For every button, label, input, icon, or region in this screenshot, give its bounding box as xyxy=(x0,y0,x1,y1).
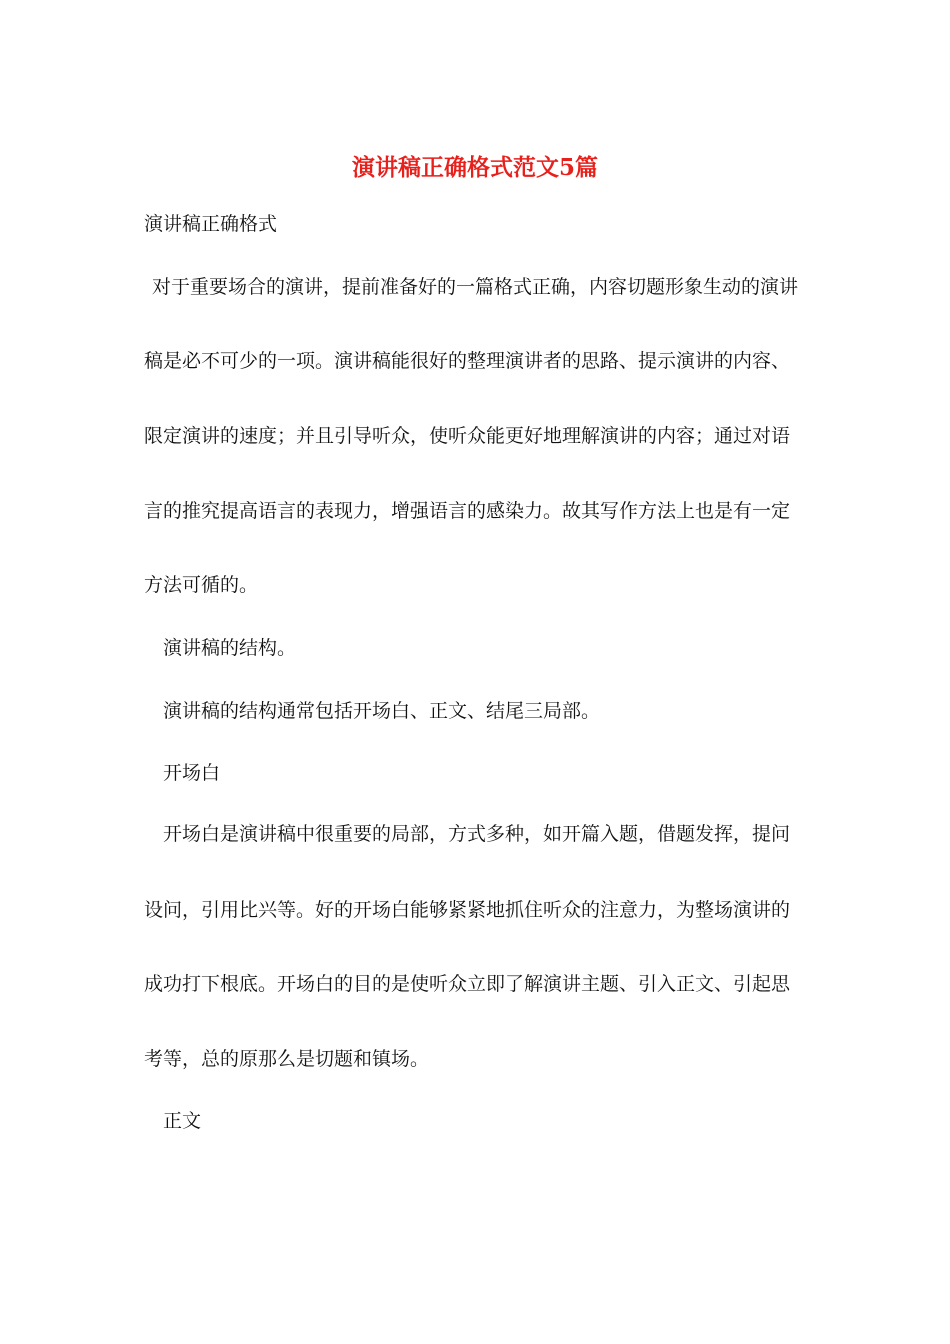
body-line: 考等，总的原那么是切题和镇场。 xyxy=(144,1048,430,1070)
body-line: 设问，引用比兴等。好的开场白能够紧紧地抓住听众的注意力，为整场演讲的 xyxy=(144,899,791,921)
document-title: 演讲稿正确格式范文5篇 xyxy=(351,154,598,181)
subtitle-line: 演讲稿正确格式 xyxy=(144,213,278,235)
body-line: 成功打下根底。开场白的目的是使听众立即了解演讲主题、引入正文、引起思 xyxy=(144,973,791,995)
body-line: 限定演讲的速度；并且引导听众，使听众能更好地理解演讲的内容；通过对语 xyxy=(144,425,791,447)
section-heading: 正文 xyxy=(163,1110,202,1132)
body-line: 言的推究提高语言的表现力，增强语言的感染力。故其写作方法上也是有一定 xyxy=(144,500,791,522)
body-line: 开场白是演讲稿中很重要的局部，方式多种，如开篇入题，借题发挥，提问 xyxy=(163,823,791,845)
body-line: 稿是必不可少的一项。演讲稿能很好的整理演讲者的思路、提示演讲的内容、 xyxy=(144,350,791,372)
section-heading: 演讲稿的结构。 xyxy=(163,637,297,659)
body-line: 对于重要场合的演讲，提前准备好的一篇格式正确，内容切题形象生动的演讲 xyxy=(152,276,799,298)
body-line: 方法可循的。 xyxy=(144,574,259,596)
section-heading: 开场白 xyxy=(163,762,221,784)
body-line: 演讲稿的结构通常包括开场白、正文、结尾三局部。 xyxy=(163,700,601,722)
